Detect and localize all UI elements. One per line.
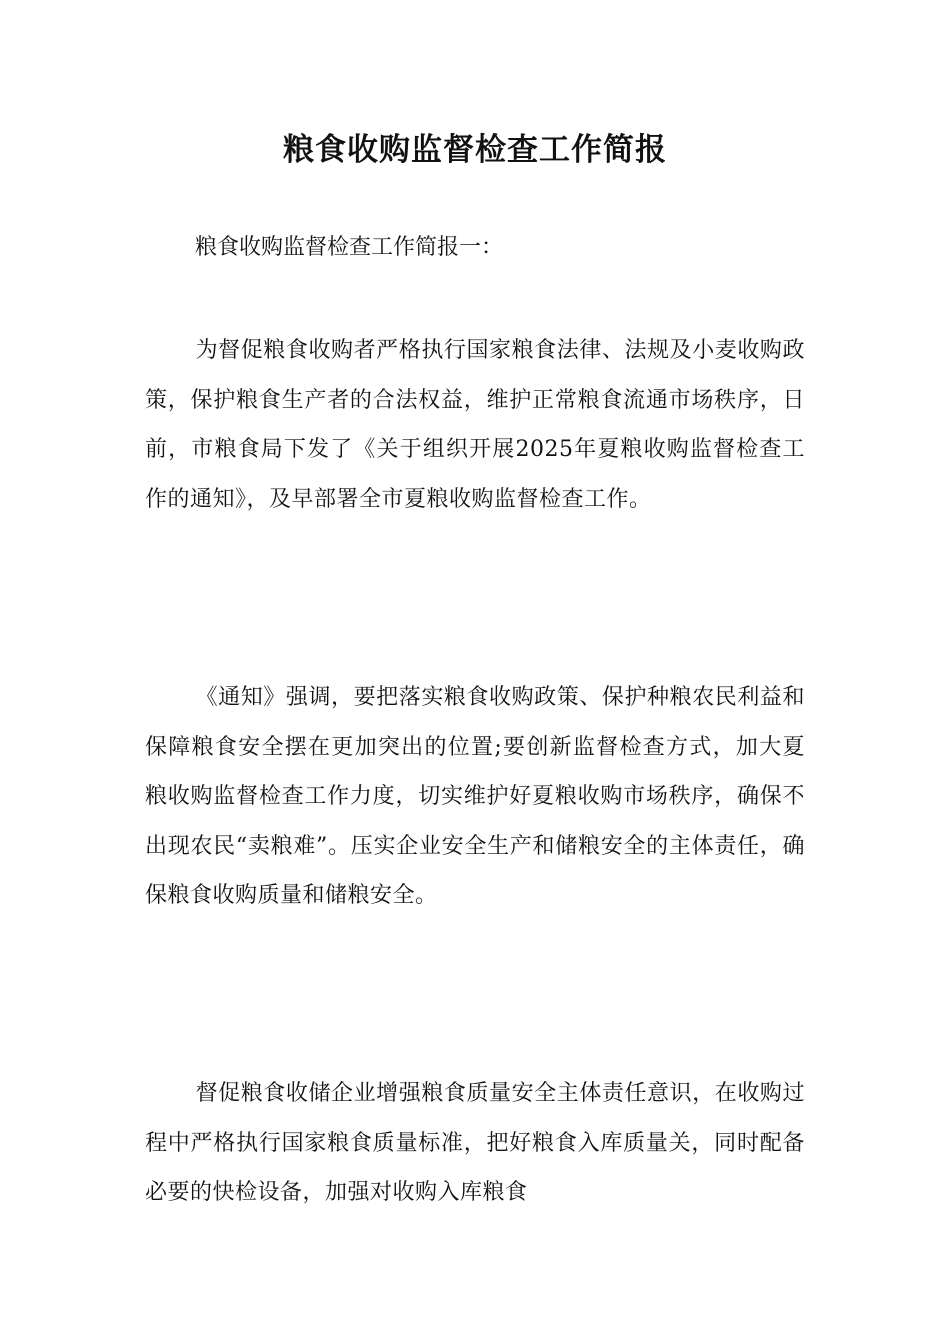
paragraph: 《通知》强调，要把落实粮食收购政策、保护种粮农民利益和保障粮食安全摆在更加突出的位置;要创新监督检查方式，加大夏粮收购监督检查工作力度，切实维护好夏粮收购市场秩序，确保不出现农民“卖粮难”。压实企业安全生产和储粮安全的主体责任，确保粮食收购质量和储粮安全。	[145, 685, 805, 908]
document-subtitle: 粮食收购监督检查工作简报一：	[195, 235, 504, 260]
document-title: 粮食收购监督检查工作简报	[283, 132, 667, 168]
paragraph: 为督促粮食收购者严格执行国家粮食法律、法规及小麦收购政策，保护粮食生产者的合法权益，维护正常粮食流通市场秩序，日前，市粮食局下发了《关于组织开展2025年夏粮收购监督检查工作的通知》，及早部署全市夏粮收购监督检查工作。	[145, 338, 805, 512]
paragraph: 督促粮食收储企业增强粮食质量安全主体责任意识，在收购过程中严格执行国家粮食质量标准，把好粮食入库质量关，同时配备必要的快检设备，加强对收购入库粮食	[145, 1081, 805, 1205]
